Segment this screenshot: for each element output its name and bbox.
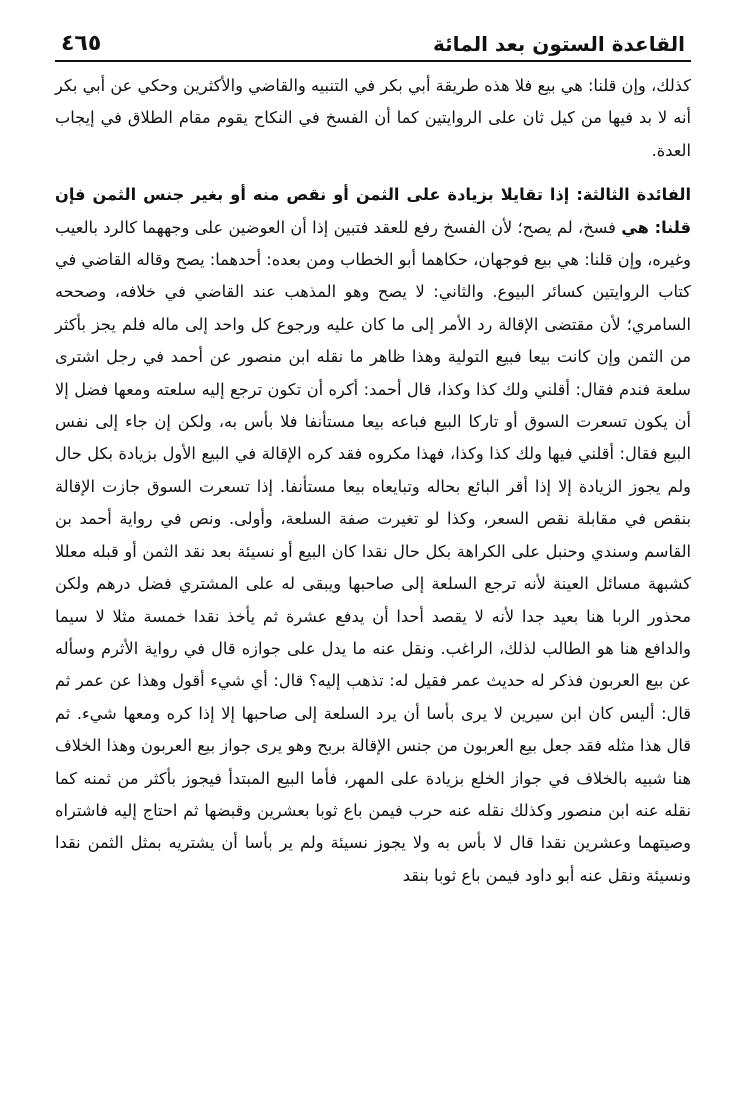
page-header (55, 30, 691, 56)
page-body (55, 70, 691, 892)
paragraph-2 (55, 179, 691, 892)
running-title: القاعدة الستون بعد المائة (433, 32, 685, 56)
page-number: ٤٦٥ (61, 31, 102, 56)
paragraph-2-text: فسخ، لم يصح؛ لأن الفسخ رفع للعقد فتبين إذا أن العوضين على وجههما كالرد بالعيب وغيره، وإن قلنا: هي بيع فوجهان، حكاهما أبو الخطاب ومن بعده: أحدهما: يصح وقاله القاضي في كتاب الروايتين كسائر البيوع. والثاني: لا يصح وهو المذهب عند القاضي في خلافه، وصححه السامري؛ لأن مقتضى الإقالة رد الأمر إلى ما كان عليه ورجوع كل واحد إلى ماله فلم يجز بأكثر من الثمن وإن كانت بيعا فبيع التولية وهذا ظاهر ما نقله ابن منصور عن أحمد في رجل اشترى سلعة فندم فقال: أقلني ولك كذا وكذا، قال أحمد: أكره أن تكون ترجع إليه سلعته ومعها فضل إلا أن يكون تسعرت السوق أو تاركا البيع فباعه بيعا مستأنفا فلا بأس به، ولكن إن جاء إلى نفس البيع فقال: أقلني فيها ولك كذا وكذا، فهذا مكروه فقد كره الإقالة في البيع الأول بزيادة بكل حال ولم يجوز الزيادة إلا إذا أقر البائع بحاله وتبايعاه بيعا مستأنفا. إذا تسعرت السوق جازت الإقالة بنقص في مقابلة نقص السعر، وكذا لو تغيرت صفة السلعة، وأولى. ونص في رواية أحمد بن القاسم وسندي وحنبل على الكراهة بكل حال نقدا كان البيع أو نسيئة بعد نقد الثمن أو قبله معللا كشبهة مسائل العينة لأنه ترجع السلعة إلى صاحبها ويبقى له على المشتري فضل درهم ولكن محذور الربا هنا بعيد جدا لأنه لا يقصد أحدا أن يدفع عشرة ثم يأخذ نقدا خمسة مثلا لا سيما والدافع هنا هو الطالب لذلك، الراغب. ونقل عنه ما يدل على جوازه قال في رواية الأثرم وسأله عن بيع العربون فذكر له حديث عمر فقيل له: تذهب إليه؟ قال: أي شيء أقول وهذا عن عمر ثم قال: أليس كان ابن سيرين لا يرى بأسا أن يرد السلعة إلى صاحبها إلا إذا كره ومعها شيء. ثم قال هذا مثله فقد جعل بيع العربون من جنس الإقالة بربح وهو يرى جواز بيع العربون وهذا الخلاف هنا شبيه بالخلاف في جواز الخلع بزيادة على المهر، فأما البيع المبتدأ فيجوز بأكثر من ثمنه كما نقله عنه ابن منصور وكذلك نقله عنه حرب فيمن باع ثوبا بعشرين وقبضها ثم احتاج إليه فاشتراه وصيتهما وعشرين نقدا قال لا بأس به ولا يجوز نسيئة ولم ير بأسا أن يشتريه بمثل الثمن نقدا ونسيئة ونقل عنه أبو داود فيمن باع ثوبا بنقد (55, 217, 691, 885)
header-rule (55, 60, 691, 62)
section-heading: الفائدة الثالثة: إذا تقايلا بزيادة على الثمن أو نقص منه أو بغير جنس الثمن فإن قلنا: هي (55, 185, 691, 237)
paragraph-1: كذلك، وإن قلنا: هي بيع فلا هذه طريقة أبي بكر في التنبيه والقاضي والأكثرين وحكي عن أبي بكر أنه لا بد فيها من كيل ثان على الروايتين كما أن الفسخ في النكاح يقوم مقام الطلاق في إيجاب العدة. (55, 76, 691, 160)
